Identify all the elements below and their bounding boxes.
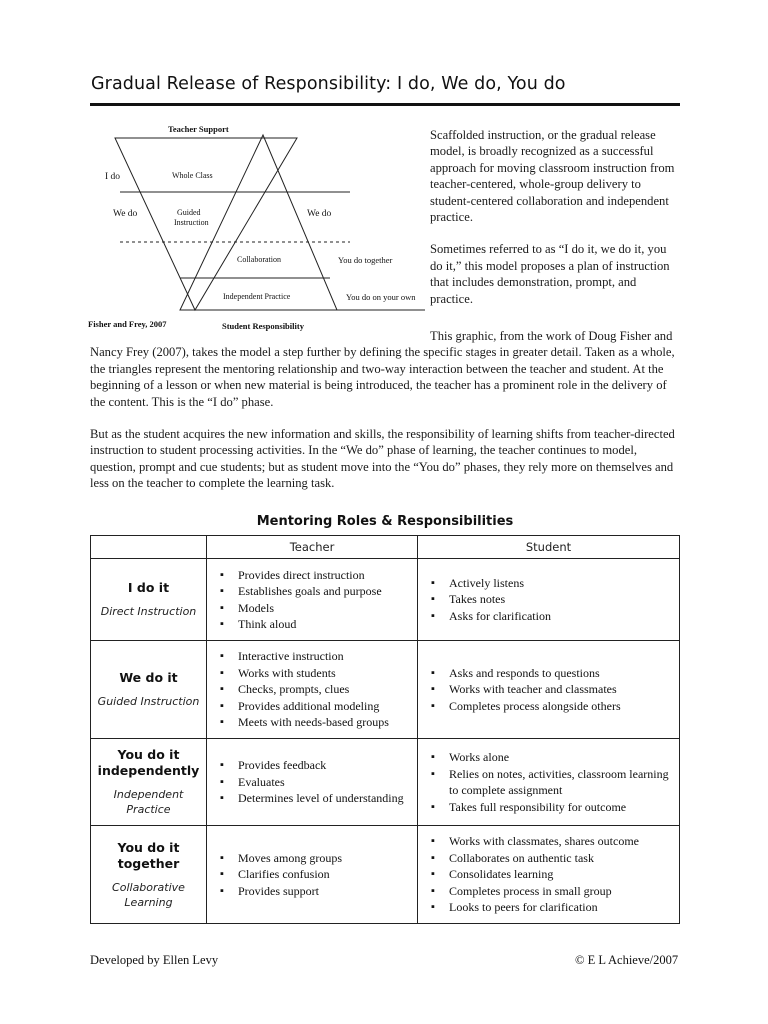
list-item: ▪ Provides direct instruction — [220, 567, 416, 584]
list-item: ▪ Works with classmates, shares outcome — [431, 833, 678, 850]
role-subtitle: Collaborative Learning — [112, 880, 185, 909]
list-item: ▪ Think aloud — [220, 616, 416, 633]
left-label-we-do: We do — [113, 209, 138, 219]
right-label-you-do-together: You do together — [338, 255, 393, 265]
role-name: I do it — [127, 580, 170, 595]
list-item: ▪ Provides feedback — [220, 757, 416, 774]
right-label-you-do-on-your-own: You do on your own — [346, 292, 416, 302]
header-role — [91, 536, 207, 559]
list-item: ▪ Looks to peers for clarification — [431, 899, 678, 916]
whole-class-label: Whole Class — [172, 171, 213, 180]
list-item: ▪ Relies on notes, activities, classroom learning to complete assignment — [431, 766, 678, 799]
gradual-release-diagram — [85, 120, 425, 335]
header-student: Student — [418, 536, 680, 559]
list-item: ▪ Works with teacher and classmates — [431, 681, 678, 698]
student-cell — [418, 826, 680, 924]
list-item: ▪ Works alone — [431, 749, 678, 766]
student-cell — [418, 739, 680, 826]
list-item: ▪ Completes process alongside others — [431, 698, 678, 715]
role-name: We do it — [119, 670, 178, 685]
independent-practice-label: Independent Practice — [223, 292, 291, 301]
intro-paragraph-1: Scaffolded instruction, or the gradual release model, is broadly recognized as a successful approach for moving classroom instruction from teacher-centered, whole-group delivery to student-centered collaboration and independent practice. — [430, 128, 675, 225]
guided-label: Guided — [177, 208, 201, 217]
list-item: ▪ Provides additional modeling — [220, 698, 416, 715]
table-row — [91, 739, 680, 826]
left-label-i-do: I do — [105, 172, 121, 182]
list-item: ▪ Provides support — [220, 883, 416, 900]
table-row — [91, 559, 680, 641]
list-item: ▪ Asks and responds to questions — [431, 665, 678, 682]
teacher-cell — [207, 641, 418, 739]
list-item: ▪ Checks, prompts, clues — [220, 681, 416, 698]
role-cell — [91, 641, 207, 739]
list-item: ▪ Establishes goals and purpose — [220, 583, 416, 600]
list-item: ▪ Asks for clarification — [431, 608, 678, 625]
diagram-citation: Fisher and Frey, 2007 — [88, 319, 167, 329]
header-teacher: Teacher — [207, 536, 418, 559]
list-item: ▪ Interactive instruction — [220, 648, 416, 665]
student-cell — [418, 559, 680, 641]
teacher-support-label: Teacher Support — [168, 124, 229, 134]
table-title: Mentoring Roles & Responsibilities — [256, 514, 514, 529]
teacher-cell — [207, 826, 418, 924]
list-item: ▪ Actively listens — [431, 575, 678, 592]
list-item: ▪ Takes notes — [431, 591, 678, 608]
list-item: ▪ Collaborates on authentic task — [431, 850, 678, 867]
footer-copyright: © E L Achieve/2007 — [575, 953, 679, 967]
list-item: ▪ Models — [220, 600, 416, 617]
role-cell — [91, 559, 207, 641]
intro-paragraph-2: Sometimes referred to as “I do it, we do it, you do it,” this model proposes a plan of instruction that includes demonstration, prompt, and practice. — [430, 242, 670, 306]
triangles-graphic — [85, 120, 425, 335]
table-row — [91, 641, 680, 739]
list-item: ▪ Clarifies confusion — [220, 866, 416, 883]
role-name: You do it together — [117, 839, 180, 871]
role-subtitle: Direct Instruction — [100, 605, 197, 618]
table-row — [91, 826, 680, 924]
role-subtitle: Independent Practice — [113, 788, 184, 816]
body-paragraph-2: But as the student acquires the new information and skills, the responsibility of learning shifts from teacher-directed instruction to student processing activities. In the “We do” phase of learning, the teacher continues to model, question, prompt and cue students; but as student move into the “You do” phases, they rely more on themselves and less on the teacher to complete the learning task. — [90, 427, 675, 491]
table-header-row — [91, 536, 680, 559]
list-item: ▪ Completes process in small group — [431, 883, 678, 900]
right-label-we-do: We do — [307, 209, 332, 219]
page-title: Gradual Release of Responsibility: I do, We do, You do — [91, 74, 566, 94]
list-item: ▪ Evaluates — [220, 774, 416, 791]
instruction-label: Instruction — [174, 218, 209, 227]
mentoring-roles-table — [90, 535, 680, 924]
teacher-cell — [207, 739, 418, 826]
list-item: ▪ Moves among groups — [220, 850, 416, 867]
title-divider — [90, 103, 680, 106]
role-cell — [91, 739, 207, 826]
role-subtitle: Guided Instruction — [97, 695, 200, 708]
list-item: ▪ Meets with needs-based groups — [220, 714, 416, 731]
collaboration-label: Collaboration — [237, 255, 281, 264]
role-name: You do it independently — [97, 747, 200, 778]
list-item: ▪ Works with students — [220, 665, 416, 682]
role-cell — [91, 826, 207, 924]
teacher-cell — [207, 559, 418, 641]
list-item: ▪ Determines level of understanding — [220, 790, 416, 807]
body-paragraph-1: This graphic, from the work of Doug Fisher and Nancy Frey (2007), takes the model a step further by defining the specific stages in greater detail. Taken as a whole, the triangles represent the mentoring relationship and two-way interaction between the teacher and student. At the beginning of a lesson or when new material is being introduced, the teacher has a prominent role in the delivery of the content. This is the “I do” phase. — [90, 329, 675, 409]
intro-text — [430, 127, 680, 307]
list-item: ▪ Takes full responsibility for outcome — [431, 799, 678, 816]
student-cell — [418, 641, 680, 739]
student-responsibility-label: Student Responsibility — [222, 321, 304, 331]
body-text — [90, 328, 680, 492]
footer-author: Developed by Ellen Levy — [90, 953, 219, 967]
list-item: ▪ Consolidates learning — [431, 866, 678, 883]
